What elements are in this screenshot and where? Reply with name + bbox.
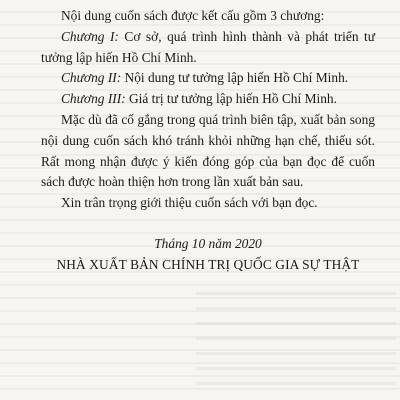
chapter-1-label: Chương I: — [61, 28, 119, 44]
chapter-3-label: Chương III: — [61, 91, 126, 107]
disclaimer-paragraph: Mặc dù đã cố gắng trong quá trình biên tập, xuất bản song nội dung cuốn sách khó tránh khỏi những hạn chế, thiếu sót. Rất mong nhận được ý kiến đóng góp của bạn đọc để cuốn sách được hoàn thiện hơn trong lần xuất bản sau. — [41, 111, 375, 190]
chapter-3-text: Giá trị tư tưởng lập hiến Hồ Chí Minh. — [125, 91, 337, 107]
chapter-2-text: Nội dung tư tưởng lập hiến Hồ Chí Minh. — [121, 70, 349, 86]
reverse-side-bleed-through — [196, 280, 396, 395]
intro-paragraph: Nội dung cuốn sách được kết cấu gồm 3 chương: — [61, 8, 325, 23]
spacer — [41, 214, 375, 234]
chapter-2-entry — [41, 68, 375, 89]
chapter-1-text: Cơ sở, quá trình hình thành và phát triển tư tưởng lập hiến Hồ Chí Minh. — [41, 28, 376, 65]
publication-date: Tháng 10 năm 2020 — [154, 235, 262, 251]
chapter-3-entry — [41, 89, 375, 110]
chapter-1-entry — [41, 27, 375, 69]
publisher-name: NHÀ XUẤT BẢN CHÍNH TRỊ QUỐC GIA SỰ THẬT — [56, 256, 360, 272]
chapter-2-label: Chương II: — [61, 70, 122, 86]
closing-paragraph: Xin trân trọng giới thiệu cuốn sách với bạn đọc. — [61, 195, 318, 211]
page-body — [41, 6, 375, 276]
